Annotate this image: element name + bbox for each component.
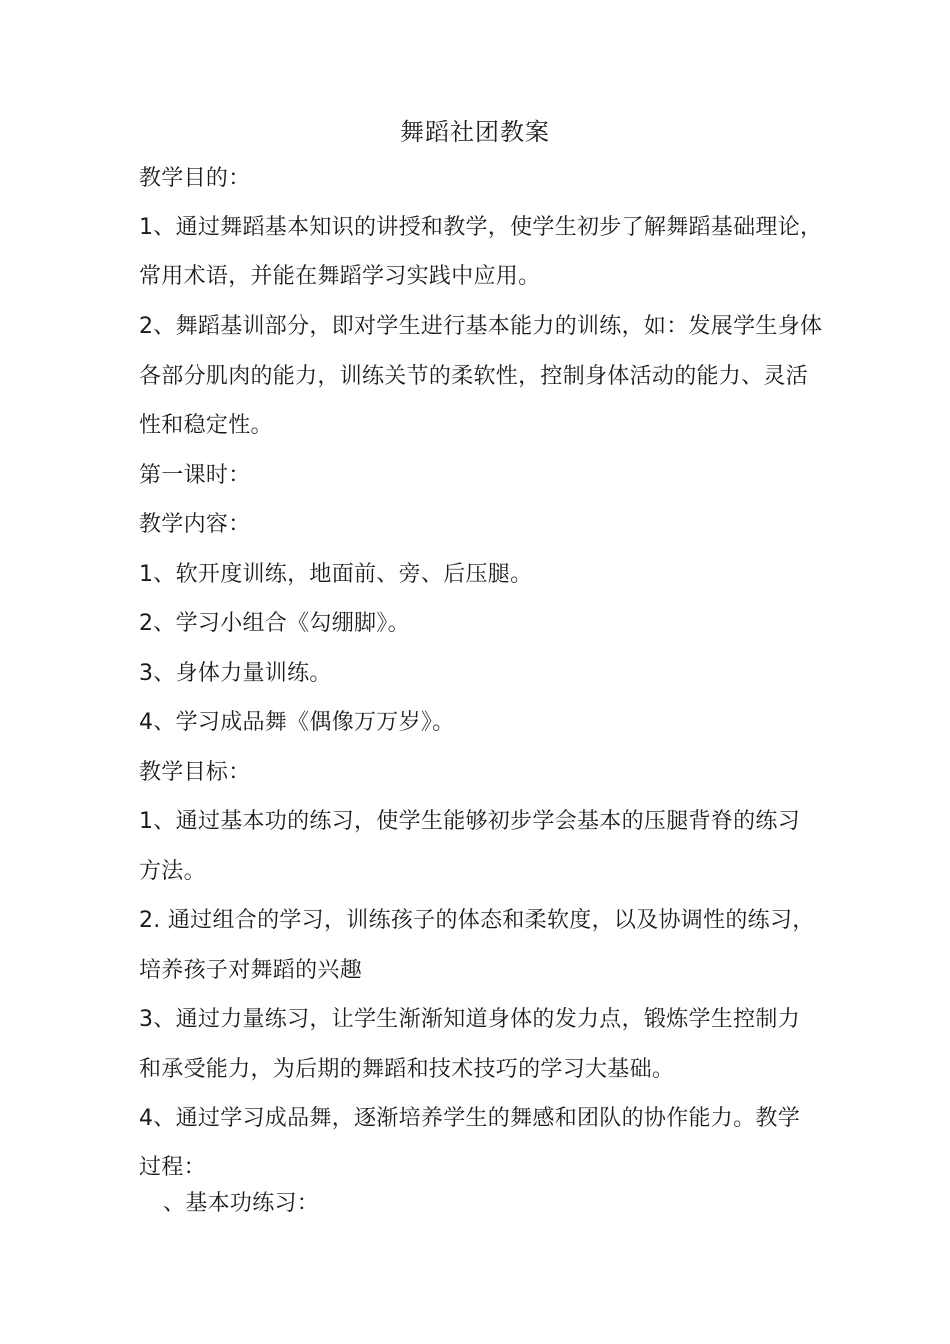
paragraph-line: 各部分肌肉的能力，训练关节的柔软性，控制身体活动的能力、灵活 — [139, 364, 809, 389]
paragraph-line: 过程： — [139, 1155, 206, 1180]
section-heading-teaching-purpose: 教学目的： — [139, 166, 251, 191]
paragraph-line: 培养孩子对舞蹈的兴趣 — [139, 958, 363, 983]
document-title: 舞蹈社团教案 — [400, 118, 550, 146]
paragraph-line: 2. 通过组合的学习，训练孩子的体态和柔软度，以及协调性的练习， — [139, 908, 815, 933]
subsection-heading-basic-training: 、基本功练习： — [163, 1191, 320, 1216]
section-heading-teaching-goals: 教学目标： — [139, 760, 251, 785]
paragraph-line: 方法。 — [139, 859, 206, 884]
paragraph-line: 1、通过基本功的练习，使学生能够初步学会基本的压腿背脊的练习 — [139, 809, 800, 834]
paragraph-line: 性和稳定性。 — [139, 413, 273, 438]
section-heading-teaching-content: 教学内容： — [139, 512, 251, 537]
paragraph-line: 3、通过力量练习，让学生渐渐知道身体的发力点，锻炼学生控制力 — [139, 1007, 800, 1032]
section-heading-first-lesson: 第一课时： — [139, 463, 251, 488]
paragraph-line: 2、舞蹈基训部分，即对学生进行基本能力的训练，如：发展学生身体 — [139, 314, 823, 339]
paragraph-line: 4、通过学习成品舞，逐渐培养学生的舞感和团队的协作能力。教学 — [139, 1106, 800, 1131]
list-item: 3、身体力量训练。 — [139, 661, 332, 686]
list-item: 1、软开度训练，地面前、旁、后压腿。 — [139, 562, 533, 587]
paragraph-line: 1、通过舞蹈基本知识的讲授和教学，使学生初步了解舞蹈基础理论， — [139, 215, 823, 240]
paragraph-line: 常用术语，并能在舞蹈学习实践中应用。 — [139, 264, 541, 289]
list-item: 4、学习成品舞《偶像万万岁》。 — [139, 710, 455, 735]
list-item: 2、学习小组合《勾绷脚》。 — [139, 611, 410, 636]
paragraph-line: 和承受能力，为后期的舞蹈和技术技巧的学习大基础。 — [139, 1057, 675, 1082]
